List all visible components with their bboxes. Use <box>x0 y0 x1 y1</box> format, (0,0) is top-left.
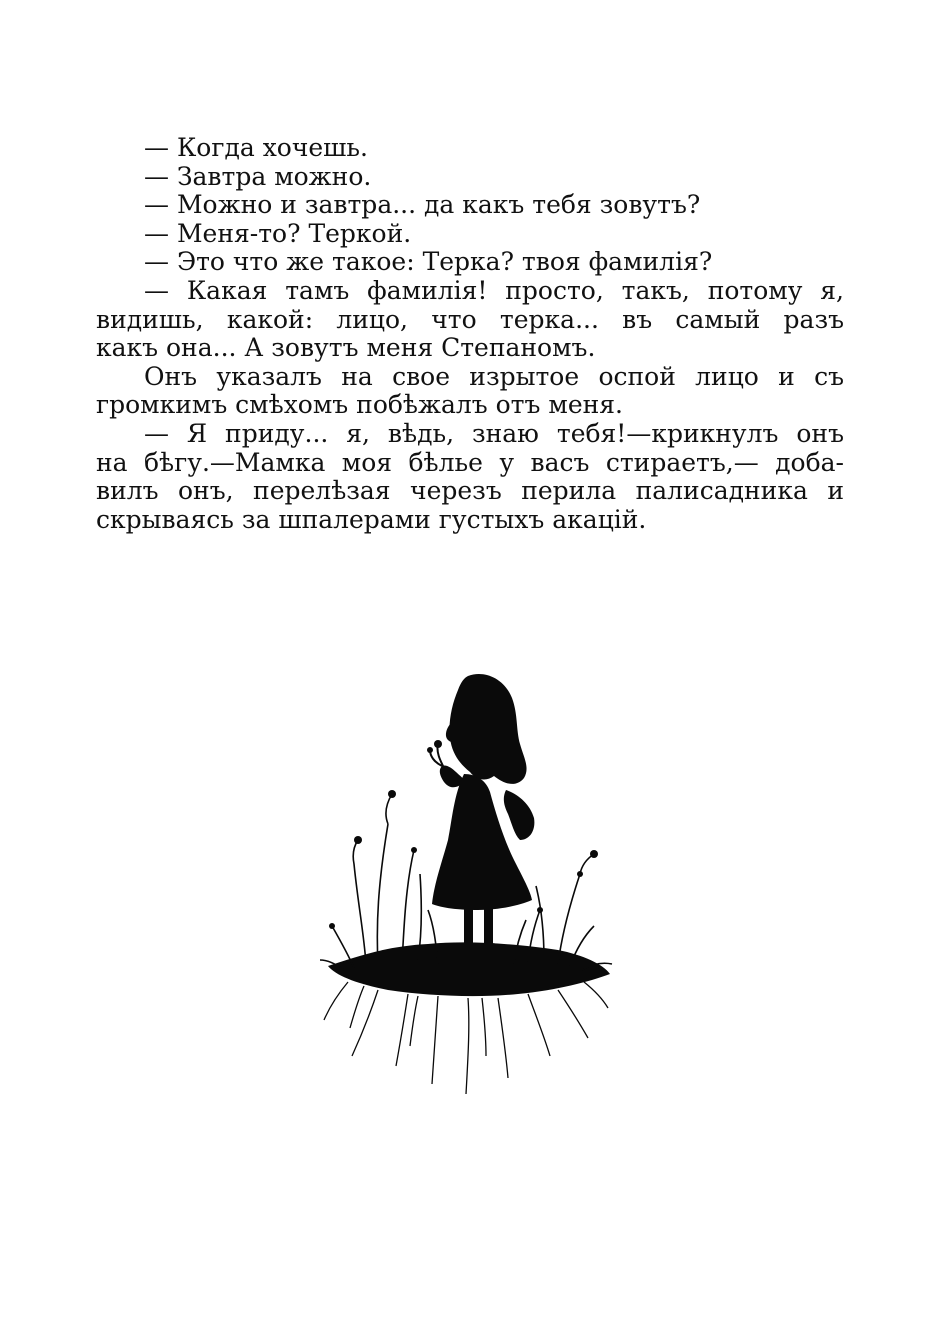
text-line: — Я приду... я, вѣдь, знаю тебя!—крикнулъ онъ <box>144 418 844 448</box>
text-line: — Когда хочешь. <box>144 133 368 162</box>
body-text <box>96 134 844 534</box>
text-line: скрываясь за шпалерами густыхъ акацій. <box>96 504 647 534</box>
text-line: — Это что же такое: Терка? твоя фамилія? <box>144 247 713 277</box>
text-line: на бѣгу.—Мамка моя бѣлье у васъ стираетъ,— доба- <box>96 447 844 477</box>
text-line: видишь, какой: лицо, что терка... въ самый разъ <box>96 304 844 334</box>
text-line: Онъ указалъ на свое изрытое оспой лицо и съ <box>144 361 844 391</box>
text-line: — Какая тамъ фамилія! просто, такъ, потому я, <box>144 275 844 305</box>
text-line: какъ она... А зовутъ меня Степаномъ. <box>96 333 596 363</box>
text-line: громкимъ смѣхомъ побѣжалъ отъ меня. <box>96 390 623 420</box>
text-line: — Можно и завтра... да какъ тебя зовутъ? <box>144 190 701 220</box>
text-line: — Завтра можно. <box>144 161 372 191</box>
text-line: вилъ онъ, перелѣзая черезъ перила палисадника и <box>96 476 844 506</box>
text-line: — Меня-то? Теркой. <box>144 218 412 248</box>
girl-silhouette-in-grass-icon <box>318 664 614 1098</box>
